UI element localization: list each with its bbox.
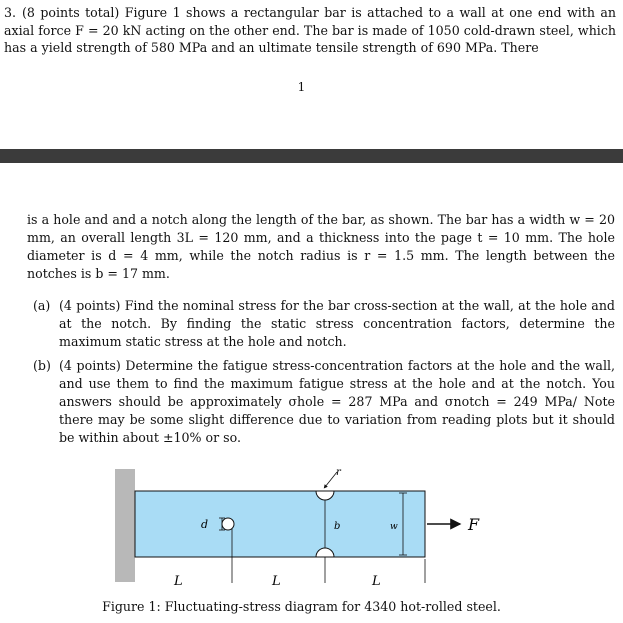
figure-caption: Figure 1: Fluctuating-stress diagram for 4340 hot-rolled steel. (102, 599, 501, 614)
label-L2: L (272, 574, 281, 589)
part-b-label: (b) (33, 358, 51, 373)
page-divider (0, 149, 623, 163)
hole (222, 518, 234, 530)
part-a (27, 297, 615, 351)
bar (135, 491, 425, 557)
problem-continued-text: is a hole and and a notch along the length of the bar, as shown. The bar has a width w = 20 mm, an overall length 3L = 120 mm, and a thickness into the page t = 10 mm. The hole diameter is d = 4 mm, while the notch radius is r = 1.5 mm. The length between the notches is b = 17 mm. (27, 212, 615, 281)
page-bottom (0, 163, 623, 623)
page-number: 1 (297, 80, 306, 94)
problem-number: 3. (4, 5, 17, 20)
label-d: d (201, 518, 209, 531)
part-b-text: (4 points) Determine the fatigue stress-concentration factors at the hole and the wall, and use them to find the maximum fatigue stress at the hole and at the notch. You answers should be approximately σhole = 287 MPa and σnotch = 249 MPa/ Note there may be some slight difference due to variation from reading plots but it should be within about ±10% or so. (59, 358, 615, 445)
bar-figure (112, 463, 512, 593)
label-r: r (336, 467, 341, 478)
problem-intro-text: (8 points total) Figure 1 shows a rectangular bar is attached to a wall at one end with an axial force F = 20 kN acting on the other end. The bar is made of 1050 cold-drawn steel, which has a yield strength of 580 MPa and an ultimate tensile strength of 690 MPa. There (4, 5, 616, 55)
label-F: F (468, 515, 480, 534)
part-a-text: (4 points) Find the nominal stress for the bar cross-section at the wall, at the hole and at the notch. By finding the static stress concentration factors, determine the maximum static stress at the hole and notch. (59, 298, 615, 349)
label-w: w (390, 522, 398, 532)
page-top (0, 0, 623, 148)
problem-intro (4, 4, 616, 57)
part-b (27, 357, 615, 447)
label-L3: L (372, 574, 381, 589)
label-L1: L (174, 574, 183, 589)
wall (115, 469, 135, 582)
bar-diagram (112, 463, 512, 593)
part-a-label: (a) (33, 298, 51, 313)
label-b: b (334, 521, 341, 532)
